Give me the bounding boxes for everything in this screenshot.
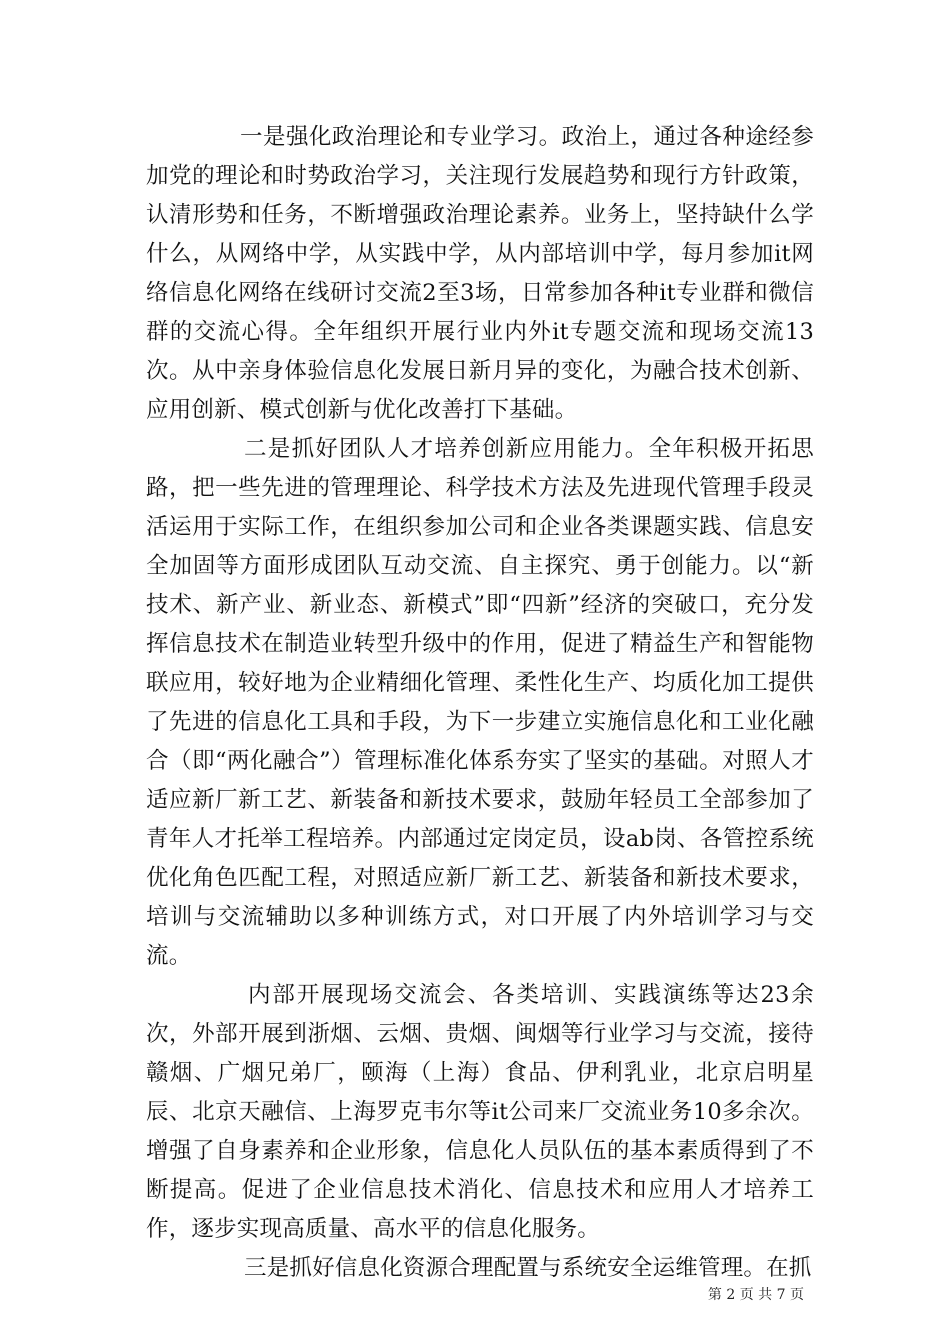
paragraph-2: 二是抓好团队人才培养创新应用能力。全年积极开拓思路，把一些先进的管理理论、科学技术方法及先进现代管理手段灵活运用于实际工作，在组织参加公司和企业各类课题实践、信息安全加固等方面形成团队互动交流、自主探究、勇于创能力。以“新技术、新产业、新业态、新模式”即“四新”经济的突破口，充分发挥信息技术在制造业转型升级中的作用，促进了精益生产和智能物联应用，较好地为企业精细化管理、柔性化生产、均质化加工提供了先进的信息化工具和手段，为下一步建立实施信息化和工业化融合（即“两化融合”）管理标准化体系夯实了坚实的基础。对照人才适应新厂新工艺、新装备和新技术要求，鼓励年轻员工全部参加了青年人才托举工程培养。内部通过定岗定员，设ab岗、各管控系统优化角色匹配工程，对照适应新厂新工艺、新装备和新技术要求，培训与交流辅助以多种训练方式，对口开展了内外培训学习与交流。 [146, 436, 814, 969]
document-body [146, 118, 814, 1288]
paragraph-4: 三是抓好信息化资源合理配置与系统安全运维管理。在抓 [244, 1255, 812, 1281]
paragraph-1: 一是强化政治理论和专业学习。政治上，通过各种途经参加党的理论和时势政治学习，关注现行发展趋势和现行方针政策，认清形势和任务，不断增强政治理论素养。业务上，坚持缺什么学什么，从网络中学，从实践中学，从内部培训中学，每月参加it网络信息化网络在线研讨交流2至3场，日常参加各种it专业群和微信群的交流心得。全年组织开展行业内外it专题交流和现场交流13次。从中亲身体验信息化发展日新月异的变化，为融合技术创新、应用创新、模式创新与优化改善打下基础。 [146, 124, 814, 423]
paragraph-3: 内部开展现场交流会、各类培训、实践演练等达23余次，外部开展到浙烟、云烟、贵烟、闽烟等行业学习与交流，接待赣烟、广烟兄弟厂，颐海（上海）食品、伊利乳业，北京启明星辰、北京天融信、上海罗克韦尔等it公司来厂交流业务10多余次。增强了自身素养和企业形象，信息化人员队伍的基本素质得到了不断提高。促进了企业信息技术消化、信息技术和应用人才培养工作，逐步实现高质量、高水平的信息化服务。 [146, 982, 814, 1242]
page-number-footer: 第 2 页 共 7 页 [707, 1287, 804, 1303]
